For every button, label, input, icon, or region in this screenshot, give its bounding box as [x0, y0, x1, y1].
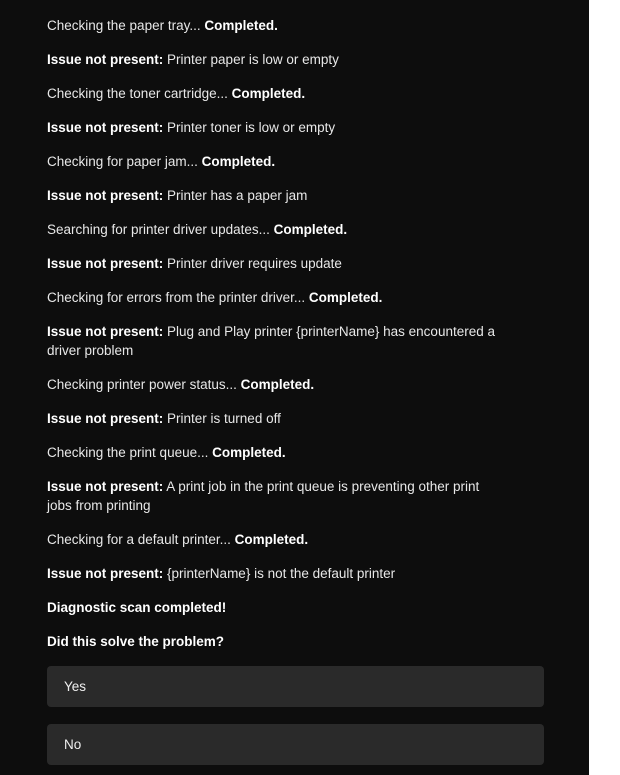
log-line: Checking the print queue... Completed.: [47, 445, 286, 460]
log-line: Issue not present: Printer has a paper jam: [47, 188, 308, 203]
log-line: Checking printer power status... Completed.: [47, 377, 315, 392]
log-line: Issue not present: Printer toner is low or empty: [47, 120, 336, 135]
question-text: Did this solve the problem?: [47, 634, 225, 649]
log-line: Checking for errors from the printer driver... Completed.: [47, 290, 383, 305]
log-line: Issue not present: Printer paper is low or empty: [47, 52, 339, 67]
no-button[interactable]: [47, 724, 544, 765]
log-line: Issue not present: Plug and Play printer {printerName} has encountered a driver problem: [47, 324, 495, 358]
log-line: Issue not present: A print job in the print queue is preventing other print jobs from printing: [47, 479, 480, 513]
log-line: Checking the toner cartridge... Completed.: [47, 86, 306, 101]
yes-button-label: Yes: [64, 679, 87, 694]
log-line: Issue not present: Printer is turned off: [47, 411, 281, 426]
log-line: Checking for paper jam... Completed.: [47, 154, 276, 169]
log-line: Checking the paper tray... Completed.: [47, 18, 278, 33]
no-button-label: No: [64, 737, 82, 752]
log-line: Issue not present: {printerName} is not the default printer: [47, 566, 396, 581]
log-line: Issue not present: Printer driver requires update: [47, 256, 342, 271]
yes-button[interactable]: [47, 666, 544, 707]
scan-complete-text: Diagnostic scan completed!: [47, 600, 227, 615]
log-line: Checking for a default printer... Completed.: [47, 532, 309, 547]
log-line: Searching for printer driver updates... Completed.: [47, 222, 348, 237]
